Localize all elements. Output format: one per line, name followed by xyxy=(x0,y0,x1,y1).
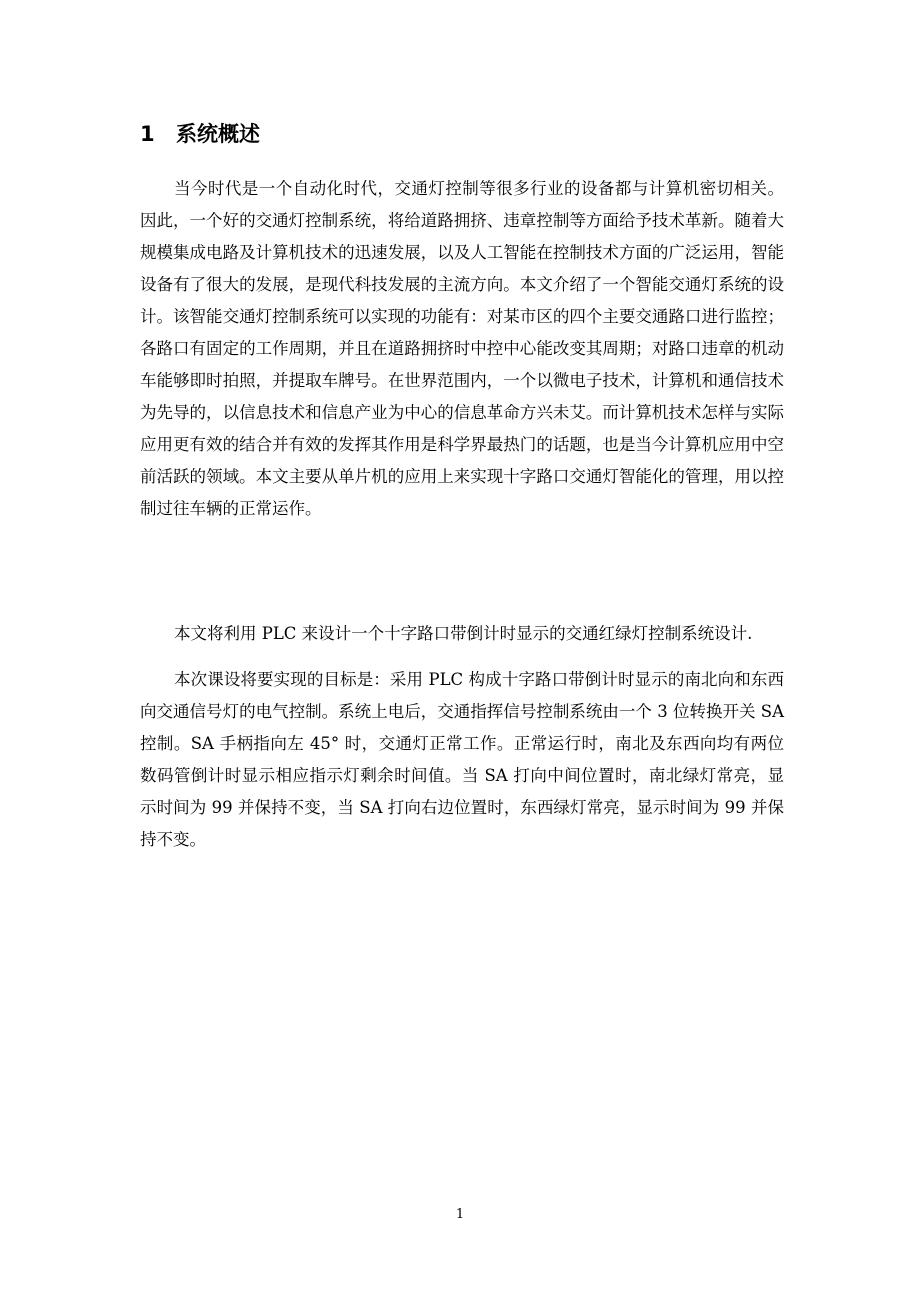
section-number: 1 xyxy=(140,122,155,146)
section-heading xyxy=(140,118,260,150)
section-title: 系统概述 xyxy=(176,122,260,146)
paragraph-objectives: 本次课设将要实现的目标是：采用 PLC 构成十字路口带倒计时显示的南北向和东西向交通信号灯的电气控制。系统上电后，交通指挥信号控制系统由一个 3 位转换开关 SA 控制。SA 手柄指向左 45° 时，交通灯正常工作。正常运行时，南北及东西向均有两位数码管倒计时显示相应指示灯剩余时间值。当 SA 打向中间位置时，南北绿灯常亮，显示时间为 99 并保持不变，当 SA 打向右边位置时，东西绿灯常亮，显示时间为 99 并保持不变。 xyxy=(140,670,784,849)
paragraph-intro: 当今时代是一个自动化时代，交通灯控制等很多行业的设备都与计算机密切相关。因此，一个好的交通灯控制系统，将给道路拥挤、违章控制等方面给予技术革新。随着大规模集成电路及计算机技术的迅速发展，以及人工智能在控制技术方面的广泛运用，智能设备有了很大的发展，是现代科技发展的主流方向。本文介绍了一个智能交通灯系统的设计。该智能交通灯控制系统可以实现的功能有：对某市区的四个主要交通路口进行监控；各路口有固定的工作周期，并且在道路拥挤时中控中心能改变其周期；对路口违章的机动车能够即时拍照，并提取车牌号。在世界范围内，一个以微电子技术，计算机和通信技术为先导的，以信息技术和信息产业为中心的信息革命方兴未艾。而计算机技术怎样与实际应用更有效的结合并有效的发挥其作用是科学界最热门的话题，也是当今计算机应用中空前活跃的领域。本文主要从单片机的应用上来实现十字路口交通灯智能化的管理，用以控制过往车辆的正常运作。 xyxy=(140,179,784,518)
paragraph-plc-design: 本文将利用 PLC 来设计一个十字路口带倒计时显示的交通红绿灯控制系统设计. xyxy=(174,624,753,643)
page-number: 1 xyxy=(455,1207,465,1222)
